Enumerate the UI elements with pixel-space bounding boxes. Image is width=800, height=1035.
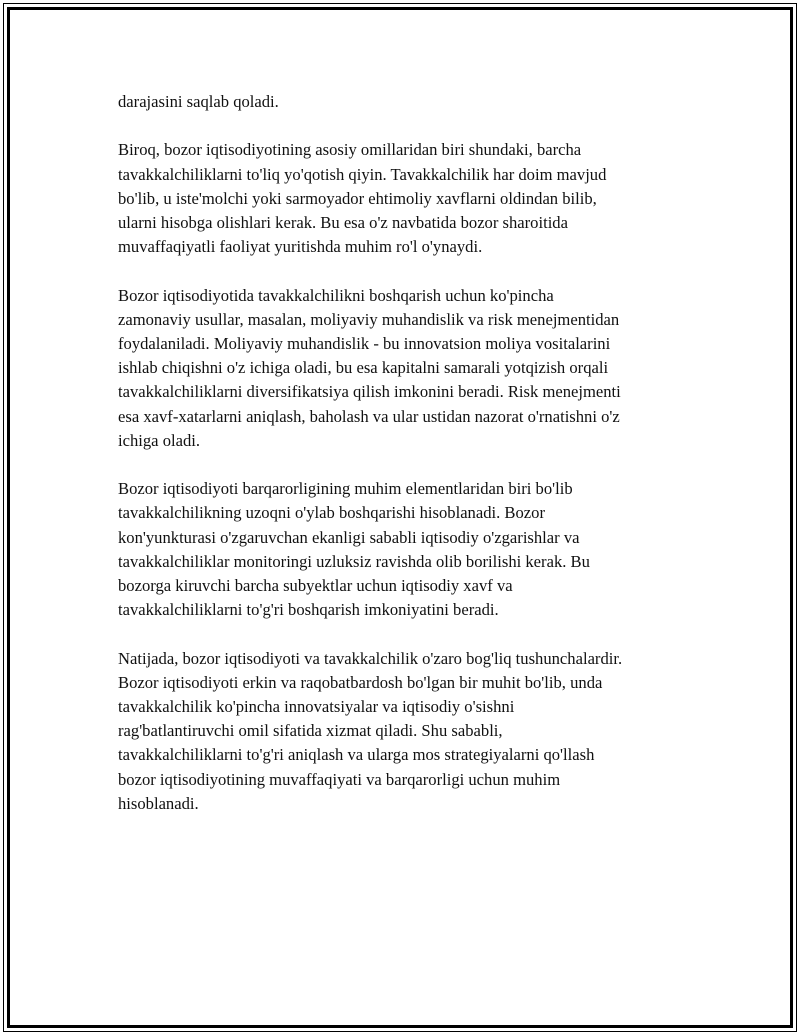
paragraph-4	[118, 477, 698, 622]
text-line: ularni hisobga olishlari kerak. Bu esa o'z navbatida bozor sharoitida	[118, 213, 568, 232]
text-line: Bozor iqtisodiyoti erkin va raqobatbardosh bo'lgan bir muhit bo'lib, unda	[118, 672, 603, 692]
text-line: tavakkalchiliklar monitoringi uzluksiz ravishda olib borilishi kerak. Bu	[118, 551, 590, 571]
text-line: hisoblanadi.	[118, 793, 199, 813]
text-line: tavakkalchiliklarni to'liq yo'qotish qiyin. Tavakkalchilik har doim mavjud	[118, 164, 607, 184]
paragraph-3	[118, 284, 698, 453]
text-line: muvaffaqiyatli faoliyat yuritishda muhim ro'l o'ynaydi.	[118, 237, 483, 257]
text-line: ichiga oladi.	[118, 430, 201, 450]
text-line: tavakkalchilik ko'pincha innovatsiyalar va iqtisodiy o'sishni	[118, 697, 515, 717]
paragraph-5	[118, 647, 698, 816]
text-line: Bozor iqtisodiyoti barqarorligining muhim elementlaridan biri bo'lib	[118, 479, 573, 499]
text-line: Biroq, bozor iqtisodiyotining asosiy omillaridan biri shundaki, barcha	[118, 140, 582, 160]
text-line: Natijada, bozor iqtisodiyoti va tavakkalchilik o'zaro bog'liq tushunchalardir.	[118, 648, 623, 668]
text-line: tavakkalchiliklarni to'g'ri boshqarish imkoniyatini beradi.	[118, 600, 499, 620]
text-line: tavakkalchiliklarni diversifikatsiya qilish imkonini beradi. Risk menejmenti	[118, 382, 621, 402]
text-line: kon'yunkturasi o'zgaruvchan ekanligi sababli iqtisodiy o'zgarishlar va	[118, 527, 580, 547]
text-line: esa xavf-xatarlarni aniqlash, baholash va ular ustidan nazorat o'rnatishni o'z	[118, 406, 620, 426]
text-line: darajasini saqlab qoladi.	[118, 92, 279, 111]
text-line: tavakkalchiliklarni to'g'ri aniqlash va ularga mos strategiyalarni qo'llash	[118, 745, 595, 765]
text-line: bo'lib, u iste'molchi yoki sarmoyador ehtimoliy xavflarni oldindan bilib,	[118, 188, 597, 208]
text-line: tavakkalchilikning uzoqni o'ylab boshqarishi hisoblanadi. Bozor	[118, 503, 545, 523]
paragraph-1	[118, 90, 698, 114]
text-line: foydalaniladi. Moliyaviy muhandislik - bu innovatsion moliya vositalarini	[118, 334, 611, 353]
paragraph-2	[118, 138, 698, 259]
text-line: bozorga kiruvchi barcha subyektlar uchun iqtisodiy xavf va	[118, 576, 513, 596]
text-line: bozor iqtisodiyotining muvaffaqiyati va barqarorligi uchun muhim	[118, 769, 561, 789]
text-line: rag'batlantiruvchi omil sifatida xizmat qiladi. Shu sababli,	[118, 721, 503, 741]
text-line: Bozor iqtisodiyotida tavakkalchilikni boshqarish uchun ko'pincha	[118, 285, 554, 305]
text-line: zamonaviy usullar, masalan, moliyaviy muhandislik va risk menejmentidan	[118, 309, 620, 329]
document-body	[118, 90, 698, 840]
text-line: ishlab chiqishni o'z ichiga oladi, bu esa kapitalni samarali yotqizish orqali	[118, 358, 609, 378]
